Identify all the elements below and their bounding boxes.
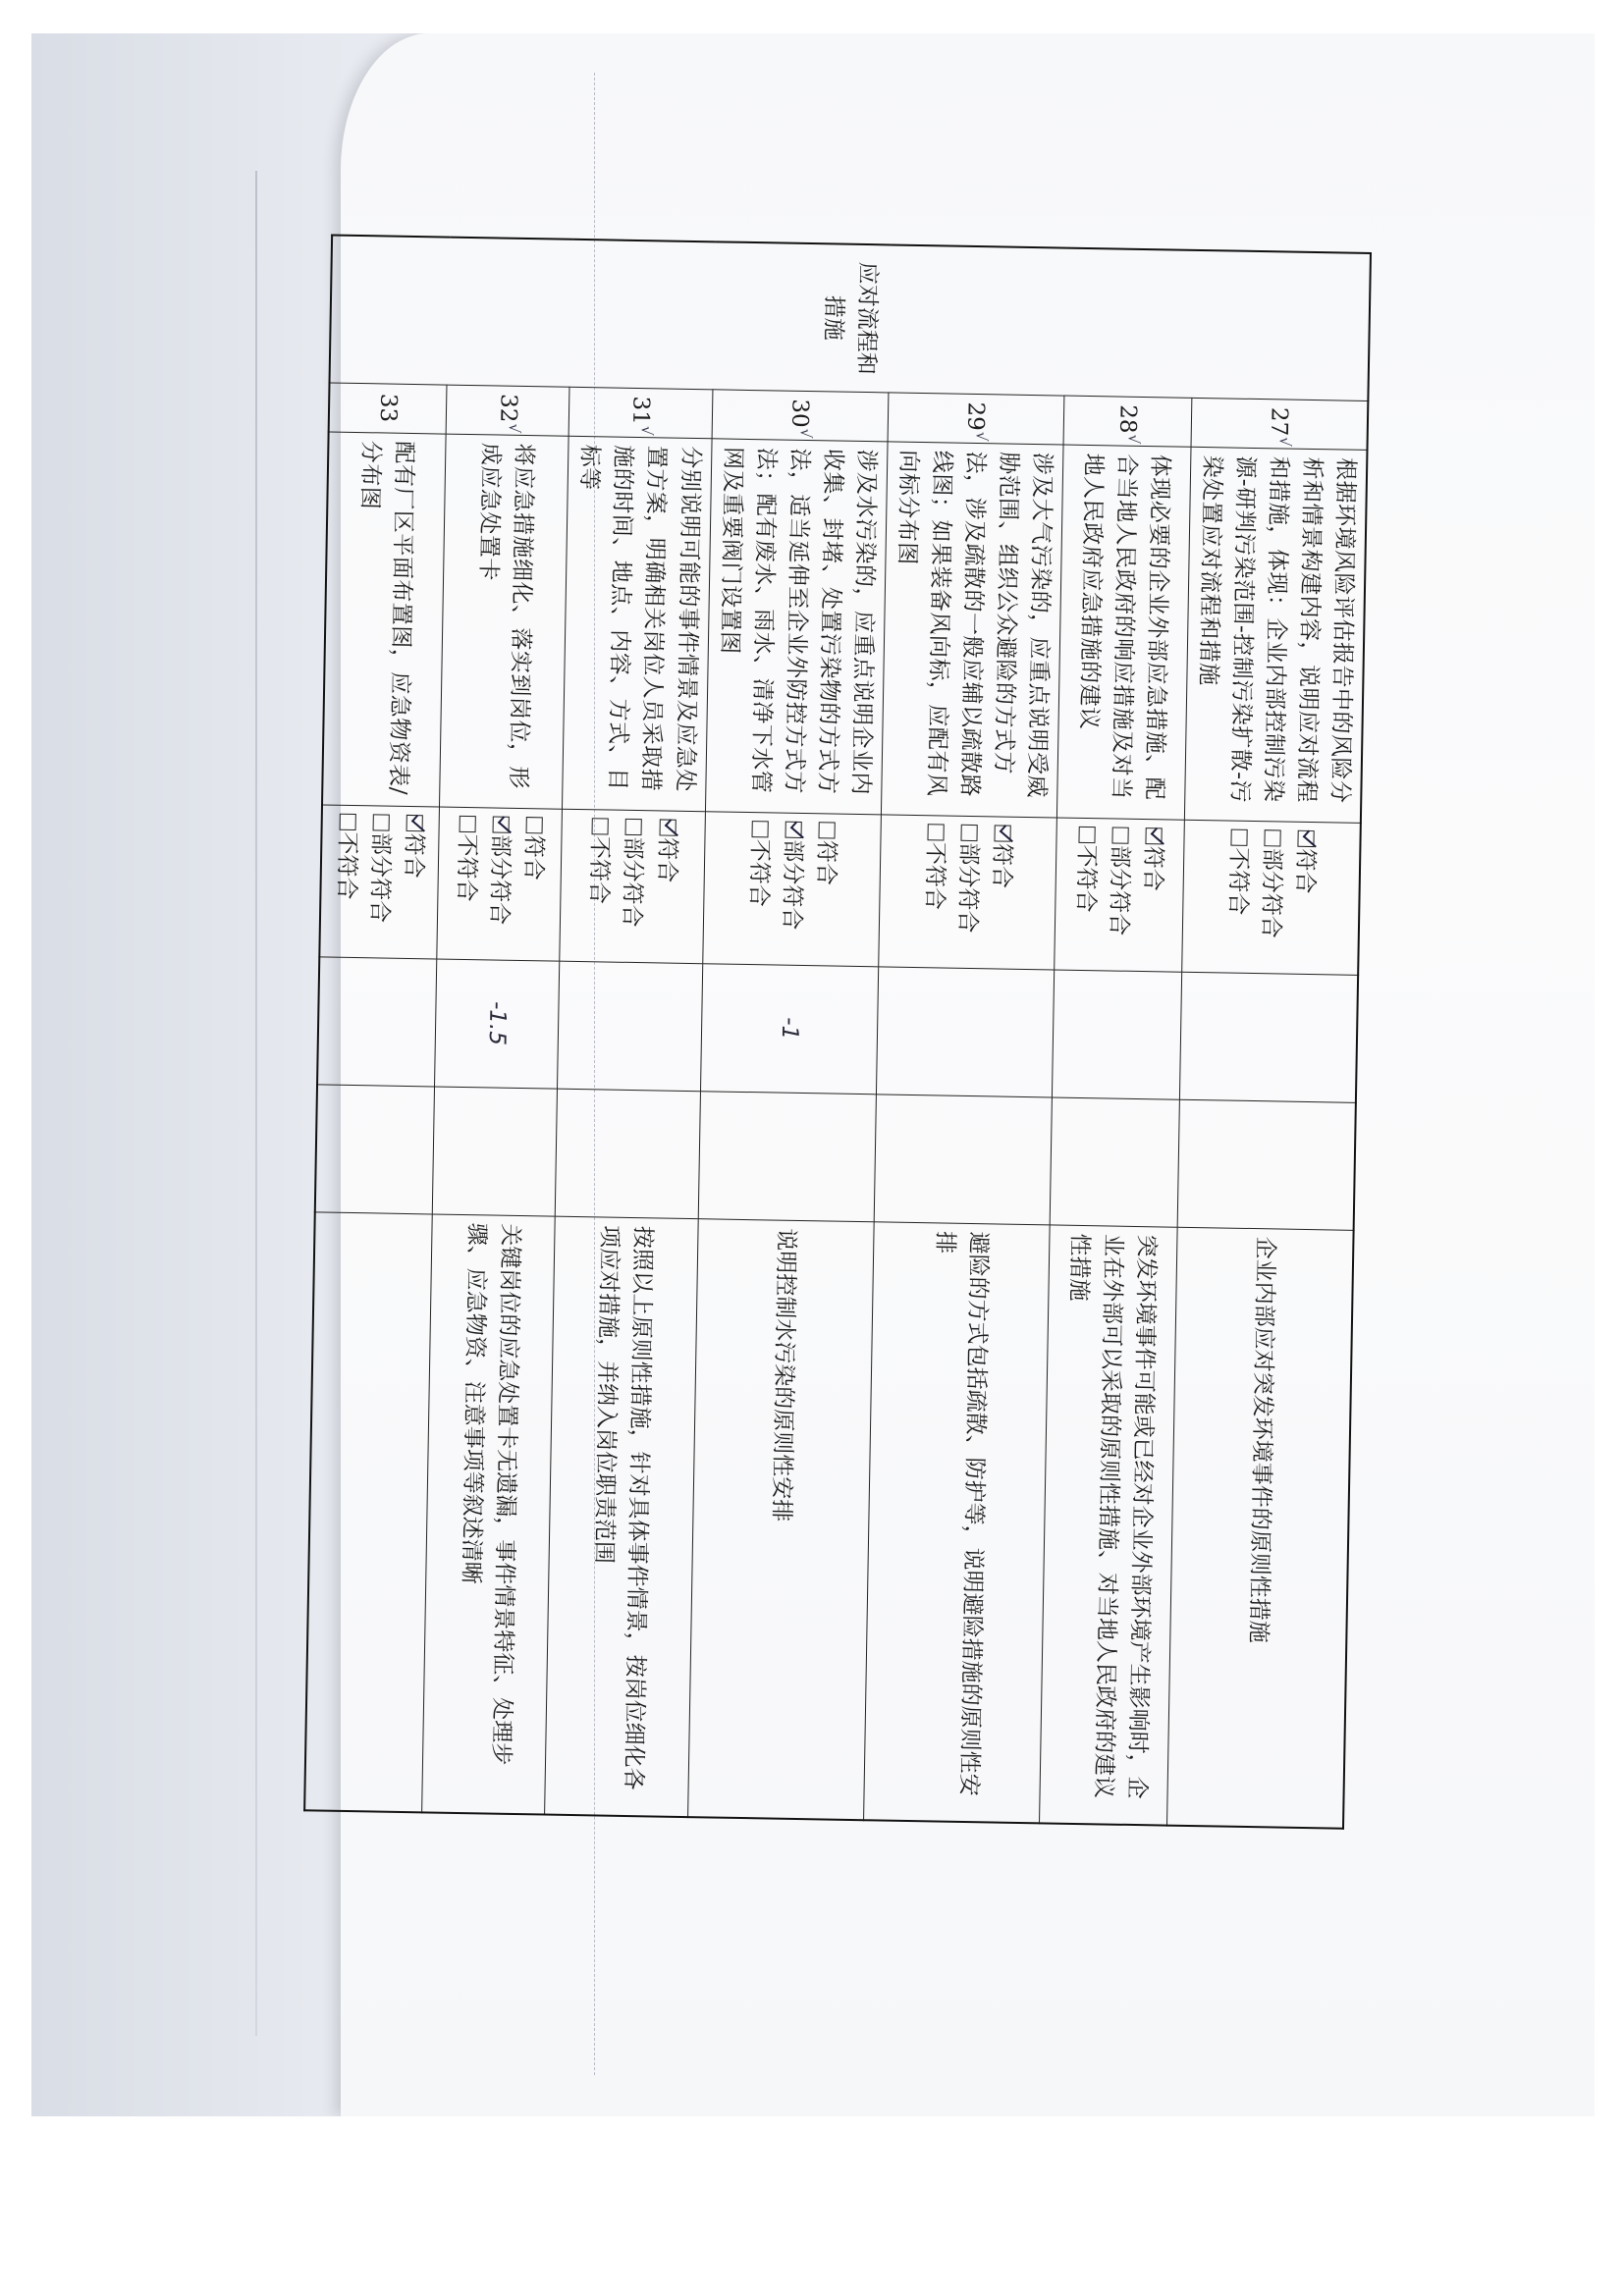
compliance-option-label: 不符合 xyxy=(1072,844,1100,913)
remark-cell xyxy=(1050,1096,1179,1226)
compliance-option-partial[interactable] xyxy=(774,821,809,957)
handwritten-check-mark: √ xyxy=(796,428,815,439)
rotated-evaluation-table xyxy=(335,235,1372,1828)
criterion-text: 配有厂区平面布置图，应急物资表/分布图 xyxy=(322,431,447,806)
checkbox-icon[interactable] xyxy=(373,814,390,830)
criterion-text: 根据环境风险评估报告中的风险分析和情景构建内容，说明应对流程和措施，体现：企业内部控制污染源-研判污染范围-控制污染扩散-污染处置应对流程和措施 xyxy=(1184,447,1367,823)
checkbox-icon[interactable] xyxy=(960,824,977,840)
deduction-score xyxy=(558,961,702,1092)
item-number-text: 28 xyxy=(1113,403,1141,434)
compliance-option-partial[interactable] xyxy=(949,824,985,960)
guidance-note: 避险的方式包括疏散、防护等，说明避险措施的原则性安排 xyxy=(863,1221,1050,1823)
compliance-option-partial[interactable] xyxy=(615,818,650,954)
compliance-option-none[interactable] xyxy=(1068,826,1104,962)
checked-box-icon[interactable] xyxy=(785,821,801,837)
compliance-option-none[interactable] xyxy=(581,818,617,954)
compliance-option-full[interactable] xyxy=(396,814,431,950)
checkbox-icon[interactable] xyxy=(1264,829,1280,846)
compliance-option-none[interactable] xyxy=(329,813,364,949)
checked-box-icon[interactable] xyxy=(994,825,1010,841)
criterion-text: 涉及水污染的，应重点说明企业内收集、封堵、处置污染物的方式方法，适当延伸至企业外防控方式方法；配有废水、雨水、清净下水管网及重要阀门设置图 xyxy=(705,438,888,814)
checked-box-icon[interactable] xyxy=(659,819,676,835)
compliance-options xyxy=(878,814,1056,969)
criterion-text: 分别说明可能的事件情景及应急处置方案，明确相关岗位人员采取措施的时间、地点、内容、方式、目标等 xyxy=(563,436,712,811)
compliance-option-partial[interactable] xyxy=(1253,829,1288,966)
compliance-option-label: 部分符合 xyxy=(778,839,806,931)
checkbox-icon[interactable] xyxy=(1112,827,1129,843)
handwritten-check-mark: √ xyxy=(1275,437,1294,447)
compliance-option-partial[interactable] xyxy=(1102,827,1137,963)
compliance-option-label: 部分符合 xyxy=(619,836,646,928)
remark-cell xyxy=(556,1089,700,1219)
guidance-note: 企业内部应对突发环境事件的原则性措施 xyxy=(1166,1227,1353,1829)
compliance-option-label: 部分符合 xyxy=(486,833,514,926)
item-number xyxy=(329,382,448,433)
remark-cell xyxy=(315,1084,435,1213)
compliance-option-label: 不符合 xyxy=(920,841,948,911)
compliance-option-full[interactable] xyxy=(1135,827,1170,963)
deduction-score xyxy=(1179,972,1358,1102)
item-number-text: 30 xyxy=(786,399,813,428)
compliance-option-full[interactable] xyxy=(515,816,551,952)
remark-cell xyxy=(433,1086,558,1215)
item-number-text: 32 xyxy=(494,393,521,423)
compliance-option-label: 部分符合 xyxy=(1106,844,1133,936)
compliance-options xyxy=(1182,820,1361,975)
compliance-option-none[interactable] xyxy=(1219,828,1255,965)
deduction-score: -1.5 xyxy=(435,958,560,1088)
guidance-note: 关键岗位的应急处置卡无遗漏，事件情景特征、处理步骤、应急物资、注意事项等叙述清晰 xyxy=(422,1213,556,1814)
compliance-options xyxy=(702,811,881,966)
category-cell: 应对流程和措施 xyxy=(329,236,1371,400)
compliance-option-partial[interactable] xyxy=(362,814,398,950)
compliance-options xyxy=(437,807,563,961)
table-row xyxy=(687,241,891,1820)
compliance-options xyxy=(1055,817,1185,971)
compliance-option-none[interactable] xyxy=(449,815,484,951)
checkbox-icon[interactable] xyxy=(927,824,944,840)
handwritten-check-mark: √ xyxy=(505,423,523,434)
compliance-option-label: 不符合 xyxy=(744,838,773,907)
compliance-option-label: 符合 xyxy=(520,834,547,881)
table-row xyxy=(545,240,715,1817)
compliance-option-label: 不符合 xyxy=(1224,846,1252,916)
guidance-note: 说明控制水污染的原则性安排 xyxy=(687,1218,874,1820)
compliance-option-label: 部分符合 xyxy=(953,842,982,934)
criterion-text: 将应急措施细化、落实到岗位，形成应急处置卡 xyxy=(440,434,569,809)
item-number-text: 27 xyxy=(1266,406,1292,437)
compliance-option-label: 符合 xyxy=(988,842,1015,889)
deduction-score xyxy=(876,966,1054,1096)
compliance-option-none[interactable] xyxy=(740,820,776,956)
checkbox-icon[interactable] xyxy=(1230,828,1247,845)
compliance-option-full[interactable] xyxy=(648,819,683,955)
checkbox-icon[interactable] xyxy=(751,821,768,837)
remark-cell xyxy=(698,1091,876,1221)
criterion-text: 涉及大气污染的，应重点说明受威胁范围、组织公众避险的方式方法，涉及疏散的一般应辅以疏散路线图；如果装备风向标，应配有风向标分布图 xyxy=(881,441,1063,817)
item-number-text: 29 xyxy=(962,401,989,431)
compliance-option-label: 部分符合 xyxy=(1257,847,1285,939)
guidance-note xyxy=(304,1211,433,1812)
checkbox-icon[interactable] xyxy=(526,817,543,833)
guidance-note: 突发环境事件可能或已经对企业外部环境产生影响时，企业在外部可以采取的原则性措施、对当地人民政府的建议性措施 xyxy=(1039,1224,1177,1825)
compliance-option-full[interactable] xyxy=(1286,829,1322,966)
item-number xyxy=(569,387,713,439)
item-number xyxy=(1191,398,1369,450)
handwritten-check-mark: √ xyxy=(1124,434,1143,445)
checked-box-icon[interactable] xyxy=(1146,828,1163,844)
book-fold-shadow xyxy=(255,171,257,2036)
compliance-option-label: 符合 xyxy=(1140,845,1166,891)
checkbox-icon[interactable] xyxy=(625,818,642,834)
criterion-text: 体现必要的企业外部应急措施、配合当地人民政府的响应措施及对当地人民政府应急措施的建议 xyxy=(1056,445,1191,820)
compliance-option-label: 不符合 xyxy=(333,831,360,900)
compliance-option-label: 不符合 xyxy=(585,835,613,905)
checkbox-icon[interactable] xyxy=(460,815,476,831)
checked-box-icon[interactable] xyxy=(493,816,510,832)
checkbox-icon[interactable] xyxy=(818,822,835,838)
compliance-option-label: 不符合 xyxy=(453,833,480,902)
deduction-score: -1 xyxy=(700,963,878,1094)
compliance-options xyxy=(319,804,440,958)
compliance-option-full[interactable] xyxy=(983,825,1018,961)
compliance-option-label: 符合 xyxy=(400,832,427,879)
checkbox-icon[interactable] xyxy=(340,813,356,829)
remark-cell xyxy=(874,1094,1052,1224)
checked-box-icon[interactable] xyxy=(1297,829,1314,846)
table-row xyxy=(863,244,1066,1823)
item-number-text: 33 xyxy=(374,393,402,423)
compliance-option-none[interactable] xyxy=(916,824,951,960)
checkbox-icon[interactable] xyxy=(592,818,609,834)
compliance-option-full[interactable] xyxy=(807,822,842,958)
table-row xyxy=(1166,250,1371,1829)
compliance-option-partial[interactable] xyxy=(482,816,517,952)
item-number xyxy=(712,389,889,441)
evaluation-table xyxy=(303,234,1372,1829)
remark-cell xyxy=(1177,1099,1356,1230)
handwritten-check-mark: √ xyxy=(972,431,991,442)
item-number xyxy=(1063,396,1192,447)
item-number-text: 31 xyxy=(626,396,654,426)
deduction-score xyxy=(317,956,437,1086)
compliance-options xyxy=(560,809,705,964)
compliance-option-label: 符合 xyxy=(1291,848,1319,894)
compliance-option-label: 符合 xyxy=(812,839,839,886)
item-number xyxy=(447,385,570,436)
deduction-score xyxy=(1052,969,1181,1098)
handwritten-check-mark: √ xyxy=(637,425,656,436)
guidance-note: 按照以上原则性措施，针对具体事件情景，按岗位细化各项应对措施，并纳入岗位职责范围 xyxy=(545,1216,698,1817)
item-number xyxy=(888,392,1064,444)
checkbox-icon[interactable] xyxy=(1079,826,1096,842)
compliance-option-label: 部分符合 xyxy=(366,831,394,924)
checked-box-icon[interactable] xyxy=(406,814,423,830)
compliance-option-label: 符合 xyxy=(653,836,680,883)
